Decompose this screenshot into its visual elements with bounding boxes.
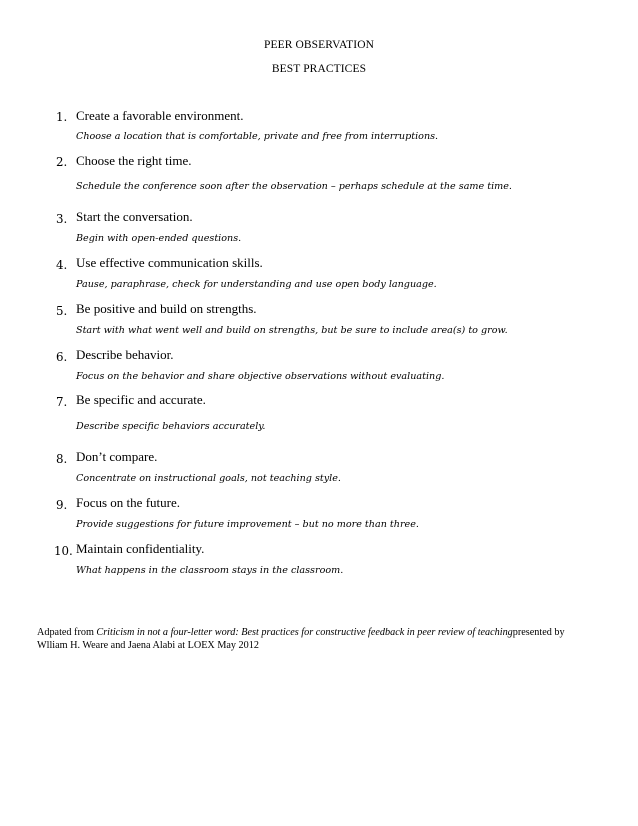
item-title: Choose the right time.: [76, 153, 192, 168]
item-number: 2.: [56, 155, 68, 169]
item-description: Begin with open-ended questions.: [76, 233, 242, 244]
item-title: Don’t compare.: [76, 449, 158, 464]
item-description: Provide suggestions for future improvement – but no more than three.: [76, 519, 419, 530]
item-title: Create a favorable environment.: [76, 108, 244, 123]
item-description: Choose a location that is comfortable, private and free from interruptions.: [76, 131, 439, 142]
item-number: 5.: [56, 304, 68, 318]
item-number: 6.: [56, 350, 68, 364]
heading-best-practices: BEST PRACTICES: [271, 63, 367, 75]
item-title: Be positive and build on strengths.: [76, 301, 257, 316]
item-number: 10.: [54, 544, 73, 558]
item-title: Be specific and accurate.: [76, 392, 206, 407]
footer-presented-by: presented by: [512, 627, 565, 638]
item-number: 9.: [56, 498, 68, 512]
item-description: Start with what went well and build on strengths, but be sure to include area(s) to grow.: [76, 325, 508, 336]
item-number: 8.: [56, 452, 68, 466]
attribution-footer: [37, 627, 607, 652]
item-title: Focus on the future.: [76, 495, 180, 510]
footer-prefix: Adpated from: [37, 627, 97, 638]
item-description: Focus on the behavior and share objective observations without evaluating.: [76, 371, 445, 382]
heading-peer-observation: PEER OBSERVATION: [263, 39, 375, 51]
footer-work-title: Criticism in not a four-letter word: Best practices for constructive feedback in peer review of teaching: [96, 627, 513, 638]
item-title: Use effective communication skills.: [76, 255, 263, 270]
item-description: Pause, paraphrase, check for understanding and use open body language.: [76, 279, 437, 290]
item-title: Describe behavior.: [76, 347, 174, 362]
item-description: Schedule the conference soon after the observation – perhaps schedule at the same time.: [76, 181, 512, 192]
item-number: 3.: [56, 212, 68, 226]
item-description: What happens in the classroom stays in the classroom.: [76, 565, 344, 576]
item-description: Describe specific behaviors accurately.: [76, 421, 266, 432]
item-title: Start the conversation.: [76, 209, 193, 224]
item-number: 4.: [56, 258, 68, 272]
item-description: Concentrate on instructional goals, not teaching style.: [76, 473, 341, 484]
item-number: 1.: [56, 110, 68, 124]
footer-authors: Wlliam H. Weare and Jaena Alabi at LOEX May 2012: [37, 639, 259, 651]
item-title: Maintain confidentiality.: [76, 541, 205, 556]
item-number: 7.: [56, 395, 68, 409]
